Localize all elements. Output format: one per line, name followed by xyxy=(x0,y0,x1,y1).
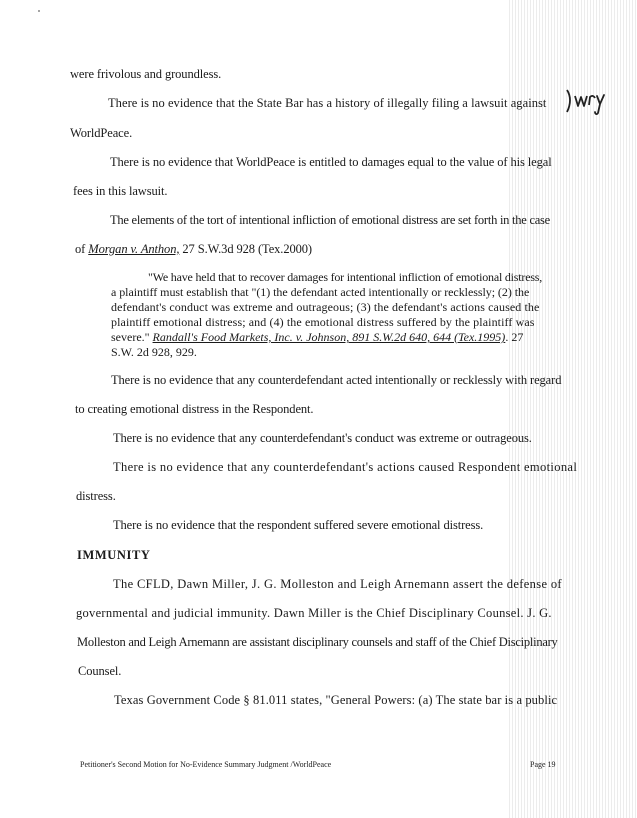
body-line: There is no evidence that the State Bar has a history of illegally filing a lawsuit against xyxy=(108,96,547,110)
body-line: Molleston and Leigh Arnemann are assistant disciplinary counsels and staff of the Chief Disciplinary xyxy=(77,635,558,649)
footer-page-number: Page 19 xyxy=(530,760,556,769)
section-heading: IMMUNITY xyxy=(77,548,151,562)
quote-citation: Randall's Food Markets, Inc. v. Johnson, 891 S.W.2d 640, 644 (Tex.1995) xyxy=(152,330,506,344)
handwritten-initials xyxy=(565,86,615,116)
quote-line: defendant's conduct was extreme and outrageous; (3) the defendant's actions caused the xyxy=(111,300,540,314)
body-line: Texas Government Code § 81.011 states, "General Powers: (a) The state bar is a public xyxy=(114,693,558,707)
scan-speck xyxy=(38,10,40,12)
body-line: were frivolous and groundless. xyxy=(70,67,222,81)
quote-line: plaintiff emotional distress; and (4) the emotional distress suffered by the plaintiff was xyxy=(111,315,535,329)
body-line: governmental and judicial immunity. Dawn Miller is the Chief Disciplinary Counsel. J. G. xyxy=(76,606,552,620)
case-citation: Morgan v. Anthon, xyxy=(88,242,180,256)
case-reporter: 27 S.W.3d 928 (Tex.2000) xyxy=(179,242,312,256)
footer-document-title: Petitioner's Second Motion for No-Evidence Summary Judgment /WorldPeace xyxy=(80,760,332,769)
quote-line: "We have held that to recover damages for intentional infliction of emotional distress, xyxy=(148,270,543,284)
body-line: There is no evidence that any counterdefendant acted intentionally or recklessly with regard xyxy=(111,373,562,387)
body-line-case: of Morgan v. Anthon, 27 S.W.3d 928 (Tex.2000) xyxy=(75,242,312,256)
quote-line: a plaintiff must establish that "(1) the defendant acted intentionally or recklessly; (2) the xyxy=(111,285,530,299)
body-line: distress. xyxy=(76,489,116,503)
body-line: There is no evidence that the respondent suffered severe emotional distress. xyxy=(113,518,484,532)
body-line: The CFLD, Dawn Miller, J. G. Molleston and Leigh Arnemann assert the defense of xyxy=(113,577,562,591)
quote-line: severe." Randall's Food Markets, Inc. v. Johnson, 891 S.W.2d 640, 644 (Tex.1995). 27 xyxy=(111,330,524,344)
block-quote xyxy=(111,270,566,360)
body-line: There is no evidence that any counterdefendant's conduct was extreme or outrageous. xyxy=(113,431,532,445)
body-line: There is no evidence that any counterdefendant's actions caused Respondent emotional xyxy=(113,460,578,474)
body-line: to creating emotional distress in the Respondent. xyxy=(75,402,314,416)
body-line: There is no evidence that WorldPeace is entitled to damages equal to the value of his legal xyxy=(110,155,552,169)
quote-line: S.W. 2d 928, 929. xyxy=(111,345,197,359)
body-line: Counsel. xyxy=(78,664,122,678)
body-line: fees in this lawsuit. xyxy=(73,184,168,198)
body-line: The elements of the tort of intentional infliction of emotional distress are set forth in the case xyxy=(110,213,550,227)
body-line: WorldPeace. xyxy=(70,126,133,140)
